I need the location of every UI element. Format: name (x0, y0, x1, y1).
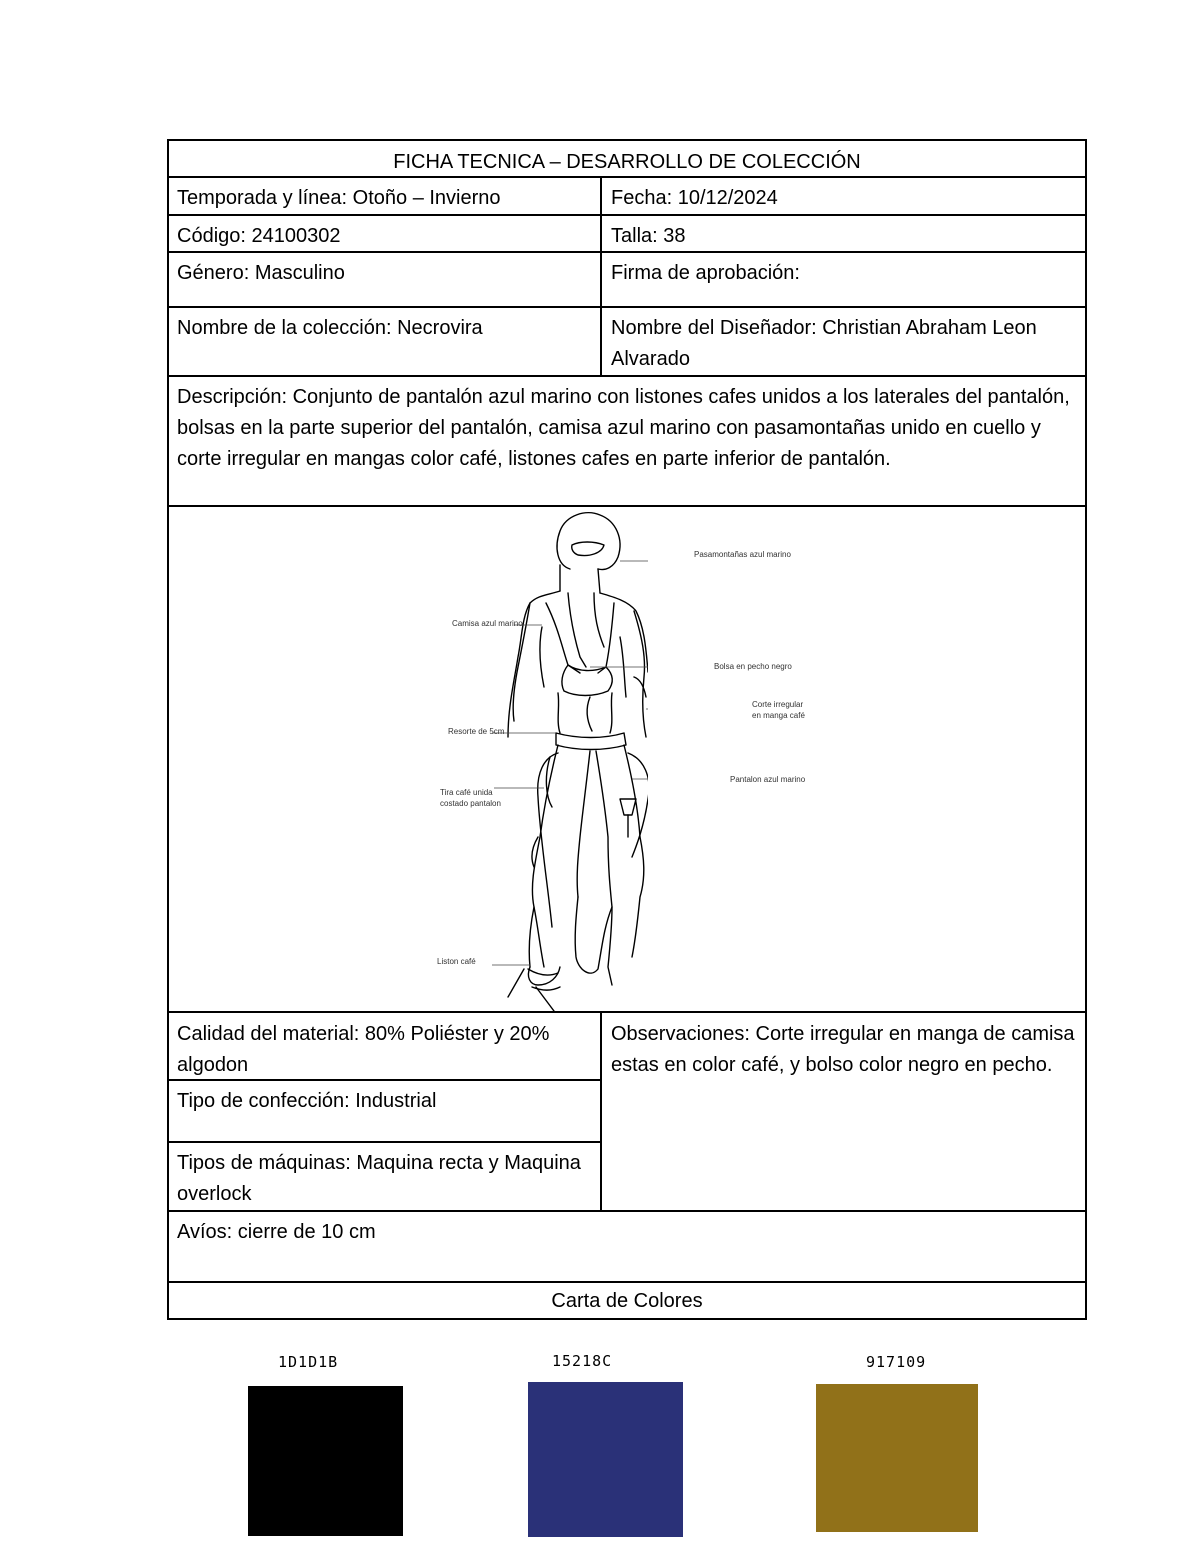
size-field: Talla: 38 (611, 225, 686, 247)
designer-field: Nombre del Diseñador: Christian Abraham Leon Alvarado (611, 317, 1037, 370)
divider (167, 1281, 1087, 1283)
divider (167, 214, 1087, 216)
swatch-black (248, 1386, 403, 1536)
callout-strip (440, 787, 501, 809)
trims-field: Avíos: cierre de 10 cm (177, 1221, 376, 1243)
date-field: Fecha: 10/12/2024 (611, 187, 778, 209)
swatch-brown (816, 1384, 978, 1532)
observations-field: Observaciones: Corte irregular en manga de camisa estas en color café, y bolso color negro en pecho. (611, 1023, 1075, 1076)
callout-pants: Pantalon azul marino (730, 775, 806, 784)
swatch-label: 1D1D1B (278, 1353, 339, 1371)
callout-chest-bag: Bolsa en pecho negro (714, 662, 792, 671)
callout-balaclava: Pasamontañas azul marino (694, 550, 791, 559)
collection-field: Nombre de la colección: Necrovira (177, 317, 483, 339)
color-chart-title: Carta de Colores (551, 1290, 703, 1312)
divider (600, 1012, 602, 1211)
confection-field: Tipo de confección: Industrial (177, 1090, 437, 1112)
divider (167, 1210, 1087, 1212)
callout-strip-line2: costado pantalon (440, 799, 501, 808)
divider (167, 251, 1087, 253)
callout-strip-line1: Tira café unida (440, 788, 493, 797)
divider (167, 306, 1087, 308)
approval-field: Firma de aprobación: (611, 262, 800, 284)
machines-field: Tipos de máquinas: Maquina recta y Maquina overlock (177, 1152, 581, 1205)
callout-irregular-cut (752, 699, 805, 721)
divider (167, 375, 1087, 377)
callout-irregular-cut-line1: Corte irregular (752, 700, 804, 709)
description-field: Descripción: Conjunto de pantalón azul marino con listones cafes unidos a los laterales del pantalón, bolsas en la parte superior del pantalón, camisa azul marino con pasamontañas unido en cuello y corte irregular en mangas color café, listones cafes en parte inferior de pantalón. (177, 386, 1070, 470)
swatch-label: 917109 (866, 1353, 927, 1371)
garment-sketch (268, 507, 648, 1011)
material-field: Calidad del material: 80% Poliéster y 20% algodon (177, 1023, 550, 1076)
swatch-label: 15218C (552, 1352, 613, 1370)
code-field: Código: 24100302 (177, 225, 341, 247)
divider (600, 177, 602, 376)
callout-ribbon: Liston café (437, 957, 476, 966)
swatch-navy (528, 1382, 683, 1537)
callout-elastic: Resorte de 5cm (448, 727, 505, 736)
callout-irregular-cut-line2: en manga café (752, 711, 805, 720)
season-field: Temporada y línea: Otoño – Invierno (177, 187, 501, 209)
callout-shirt: Camisa azul marino (452, 619, 523, 628)
divider (167, 1141, 601, 1143)
divider (167, 1079, 601, 1081)
sheet-title: FICHA TECNICA – DESARROLLO DE COLECCIÓN (393, 151, 861, 173)
gender-field: Género: Masculino (177, 262, 345, 284)
divider (167, 1011, 1087, 1013)
divider (167, 176, 1087, 178)
